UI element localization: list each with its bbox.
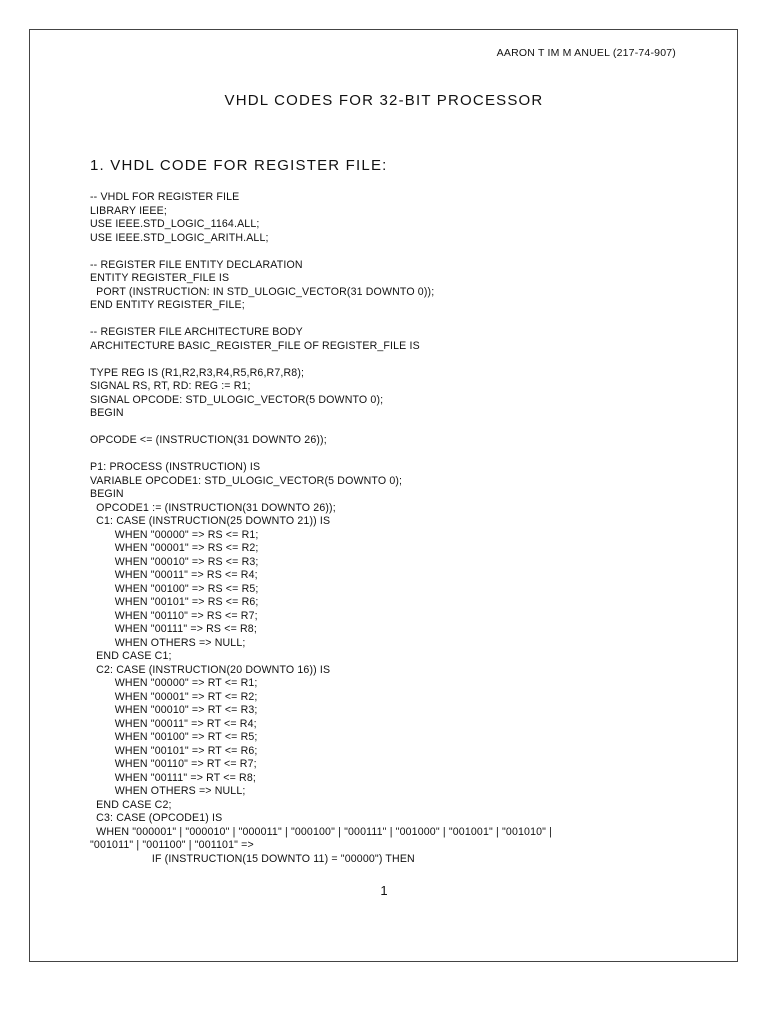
code-line: WHEN "00101" => RS <= R6; bbox=[90, 596, 259, 608]
code-line bbox=[90, 245, 690, 259]
page-number: 1 bbox=[380, 883, 388, 898]
code-line: SIGNAL OPCODE: STD_ULOGIC_VECTOR(5 DOWNTO 0); bbox=[90, 393, 384, 406]
code-line: VARIABLE OPCODE1: STD_ULOGIC_VECTOR(5 DOWNTO 0); bbox=[90, 474, 403, 487]
code-line: LIBRARY IEEE; bbox=[90, 204, 167, 217]
code-line: WHEN OTHERS => NULL; bbox=[90, 636, 246, 649]
code-line bbox=[90, 448, 690, 462]
code-line: USE IEEE.STD_LOGIC_ARITH.ALL; bbox=[90, 231, 269, 244]
code-line: -- REGISTER FILE ENTITY DECLARATION bbox=[90, 258, 303, 271]
code-line bbox=[90, 353, 690, 367]
code-line: WHEN "00110" => RS <= R7; bbox=[90, 609, 258, 622]
code-line: WHEN "00001" => RT <= R2; bbox=[90, 690, 258, 703]
code-line: WHEN "00110" => RT <= R7; bbox=[90, 758, 257, 770]
code-line: C2: CASE (INSTRUCTION(20 DOWNTO 16)) IS bbox=[90, 663, 331, 676]
code-line: PORT (INSTRUCTION: IN STD_ULOGIC_VECTOR(31 DOWNTO 0)); bbox=[90, 285, 435, 298]
code-line: WHEN "00000" => RT <= R1; bbox=[90, 677, 258, 689]
code-line: WHEN "00101" => RT <= R6; bbox=[90, 744, 258, 757]
code-line: END CASE C1; bbox=[90, 650, 172, 662]
code-line: BEGIN bbox=[90, 407, 124, 419]
vhdl-code-block bbox=[90, 191, 690, 866]
code-line: WHEN "000001" | "000010" | "000011" | "000100" | "000111" | "001000" | "001001" | "001010" | bbox=[90, 825, 553, 838]
code-line: "001011" | "001100" | "001101" => bbox=[90, 839, 254, 851]
code-line: ARCHITECTURE BASIC_REGISTER_FILE OF REGISTER_FILE IS bbox=[90, 339, 420, 352]
code-line: IF (INSTRUCTION(15 DOWNTO 11) = "00000") THEN bbox=[90, 852, 415, 865]
code-line: OPCODE <= (INSTRUCTION(31 DOWNTO 26)); bbox=[90, 434, 327, 446]
code-line: WHEN "00011" => RT <= R4; bbox=[90, 717, 257, 730]
code-line: WHEN "00111" => RT <= R8; bbox=[90, 771, 256, 784]
code-line: P1: PROCESS (INSTRUCTION) IS bbox=[90, 461, 261, 473]
code-line: OPCODE1 := (INSTRUCTION(31 DOWNTO 26)); bbox=[90, 501, 336, 514]
code-line: C1: CASE (INSTRUCTION(25 DOWNTO 21)) IS bbox=[90, 515, 331, 527]
section-heading: 1. VHDL CODE FOR REGISTER FILE: bbox=[90, 157, 388, 174]
code-line: WHEN "00111" => RS <= R8; bbox=[90, 623, 257, 635]
code-line: WHEN "00100" => RT <= R5; bbox=[90, 731, 258, 743]
code-line: WHEN "00001" => RS <= R2; bbox=[90, 542, 259, 554]
code-line: WHEN "00010" => RT <= R3; bbox=[90, 704, 258, 716]
code-line: END CASE C2; bbox=[90, 798, 172, 811]
code-line: WHEN "00100" => RS <= R5; bbox=[90, 582, 259, 595]
code-line: ENTITY REGISTER_FILE IS bbox=[90, 272, 230, 284]
code-line: C3: CASE (OPCODE1) IS bbox=[90, 812, 223, 824]
code-line: WHEN "00011" => RS <= R4; bbox=[90, 569, 258, 581]
code-line: TYPE REG IS (R1,R2,R3,R4,R5,R6,R7,R8); bbox=[90, 366, 305, 379]
code-line: WHEN OTHERS => NULL; bbox=[90, 785, 246, 797]
code-line: -- REGISTER FILE ARCHITECTURE BODY bbox=[90, 326, 303, 338]
code-line: SIGNAL RS, RT, RD: REG := R1; bbox=[90, 380, 251, 392]
code-line: END ENTITY REGISTER_FILE; bbox=[90, 299, 245, 311]
author-header: AARON T IM M ANUEL (217-74-907) bbox=[496, 47, 676, 59]
code-line: BEGIN bbox=[90, 488, 124, 500]
code-line: WHEN "00010" => RS <= R3; bbox=[90, 555, 259, 568]
document-title: VHDL CODES FOR 32-BIT PROCESSOR bbox=[224, 92, 544, 109]
code-line: WHEN "00000" => RS <= R1; bbox=[90, 528, 259, 541]
code-line: -- VHDL FOR REGISTER FILE bbox=[90, 191, 240, 203]
code-line: USE IEEE.STD_LOGIC_1164.ALL; bbox=[90, 218, 260, 230]
code-line bbox=[90, 313, 690, 327]
code-line bbox=[90, 421, 690, 435]
